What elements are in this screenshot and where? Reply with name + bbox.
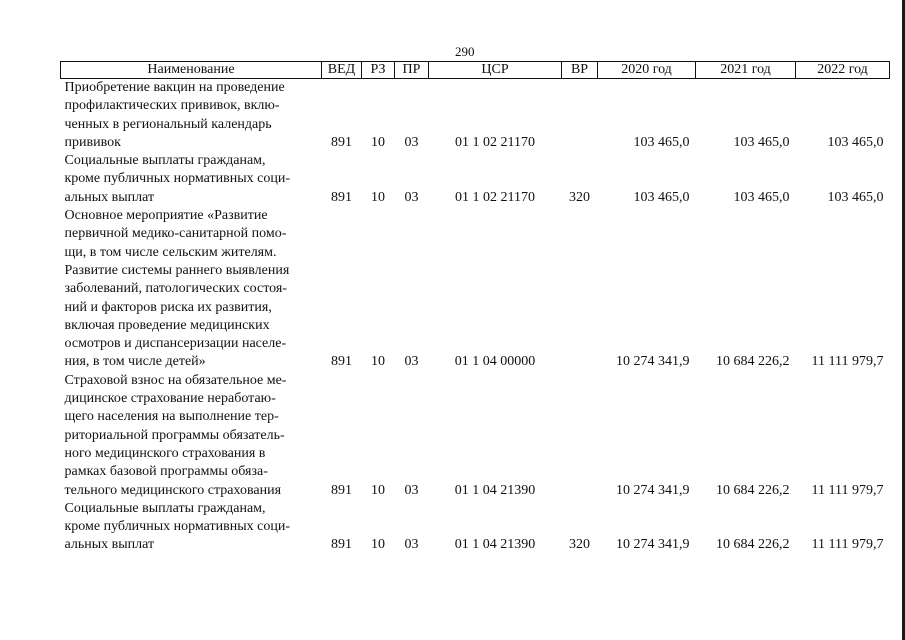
name-line: ного медицинского страхования в <box>64 445 266 461</box>
table-row <box>61 500 890 555</box>
header-pr: ПР <box>395 62 429 79</box>
cell-2022: 11 111 979,7 <box>811 537 884 553</box>
cell-rz: 10 <box>371 189 385 205</box>
cell-name <box>61 500 322 555</box>
name-line: Развитие системы раннего выявления <box>64 262 290 278</box>
budget-table <box>60 61 890 555</box>
cell-pr: 03 <box>404 537 419 553</box>
header-rz: РЗ <box>362 62 395 79</box>
name-line: Социальные выплаты гражданам, <box>64 500 266 516</box>
name-line: тельного медицинского страхования <box>64 482 282 498</box>
cell-ved: 891 <box>331 189 352 205</box>
cell-vr: 320 <box>569 189 590 205</box>
name-line: Социальные выплаты гражданам, <box>64 153 266 169</box>
cell-name <box>61 79 322 153</box>
cell-2022: 11 111 979,7 <box>811 354 884 370</box>
cell-pr: 03 <box>404 482 419 498</box>
cell-name <box>61 207 322 372</box>
cell-2021: 103 465,0 <box>733 134 790 150</box>
name-line: заболеваний, патологических состоя- <box>64 281 287 297</box>
table-body <box>61 79 890 555</box>
name-line: рамках базовой программы обяза- <box>64 464 268 480</box>
header-csr: ЦСР <box>429 62 562 79</box>
cell-2021: 10 684 226,2 <box>716 537 790 553</box>
name-line: первичной медико-санитарной помо- <box>64 226 287 242</box>
name-line: ний и факторов риска их развития, <box>64 299 272 315</box>
table-row <box>61 372 890 500</box>
name-line: ченных в региональный календарь <box>64 116 272 132</box>
name-line: щего населения на выполнение тер- <box>64 409 279 425</box>
header-name: Наименование <box>61 62 322 79</box>
name-line: кроме публичных нормативных соци- <box>64 171 290 187</box>
cell-csr: 01 1 04 21390 <box>454 482 536 498</box>
name-line: риториальной программы обязатель- <box>64 427 285 443</box>
cell-2020: 10 274 341,9 <box>616 482 690 498</box>
name-line: кроме публичных нормативных соци- <box>64 519 290 535</box>
cell-2020: 103 465,0 <box>633 134 690 150</box>
name-line: альных выплат <box>64 189 155 205</box>
cell-2021: 103 465,0 <box>733 189 790 205</box>
cell-csr: 01 1 04 21390 <box>454 537 536 553</box>
cell-2020: 103 465,0 <box>633 189 690 205</box>
table-row <box>61 152 890 207</box>
header-ved: ВЕД <box>322 62 362 79</box>
name-line: Приобретение вакцин на проведение <box>64 80 285 95</box>
cell-2021: 10 684 226,2 <box>716 354 790 370</box>
name-line: включая проведение медицинских <box>64 317 270 333</box>
cell-rz: 10 <box>371 537 385 553</box>
cell-vr <box>562 372 598 500</box>
name-line: ния, в том числе детей» <box>64 354 206 370</box>
cell-vr: 320 <box>569 537 590 553</box>
table-row <box>61 207 890 372</box>
table-row <box>61 79 890 153</box>
name-line: осмотров и диспансеризации населе- <box>64 336 287 352</box>
table-header-row <box>61 62 890 79</box>
cell-vr <box>562 207 598 372</box>
cell-csr: 01 1 02 21170 <box>455 189 535 205</box>
cell-rz: 10 <box>371 134 385 150</box>
cell-2020: 10 274 341,9 <box>616 354 690 370</box>
header-2020: 2020 год <box>598 62 696 79</box>
header-vr: ВР <box>562 62 598 79</box>
cell-pr: 03 <box>404 189 419 205</box>
cell-csr: 01 1 04 00000 <box>454 354 536 370</box>
cell-pr: 03 <box>404 134 419 150</box>
cell-2022: 103 465,0 <box>827 134 884 150</box>
cell-csr: 01 1 02 21170 <box>455 134 535 150</box>
name-line: Страховой взнос на обязательное ме- <box>64 372 287 388</box>
cell-2021: 10 684 226,2 <box>716 482 790 498</box>
cell-ved: 891 <box>331 482 352 498</box>
page-number: 290 <box>455 44 475 59</box>
cell-2020: 10 274 341,9 <box>616 537 690 553</box>
cell-vr <box>562 79 598 153</box>
cell-rz: 10 <box>371 354 385 370</box>
cell-ved: 891 <box>331 354 352 370</box>
header-2022: 2022 год <box>796 62 890 79</box>
name-line: прививок <box>64 134 121 150</box>
cell-name <box>61 372 322 500</box>
header-2021: 2021 год <box>696 62 796 79</box>
cell-2022: 11 111 979,7 <box>811 482 884 498</box>
cell-ved: 891 <box>331 134 352 150</box>
name-line: щи, в том числе сельским жителям. <box>64 244 277 260</box>
cell-pr: 03 <box>404 354 419 370</box>
cell-ved: 891 <box>331 537 352 553</box>
cell-name <box>61 152 322 207</box>
name-line: профилактических прививок, вклю- <box>64 98 280 114</box>
name-line: альных выплат <box>64 537 155 553</box>
name-line: Основное мероприятие «Развитие <box>64 208 268 224</box>
cell-2022: 103 465,0 <box>827 189 884 205</box>
name-line: дицинское страхование неработаю- <box>64 391 276 407</box>
cell-rz: 10 <box>371 482 385 498</box>
